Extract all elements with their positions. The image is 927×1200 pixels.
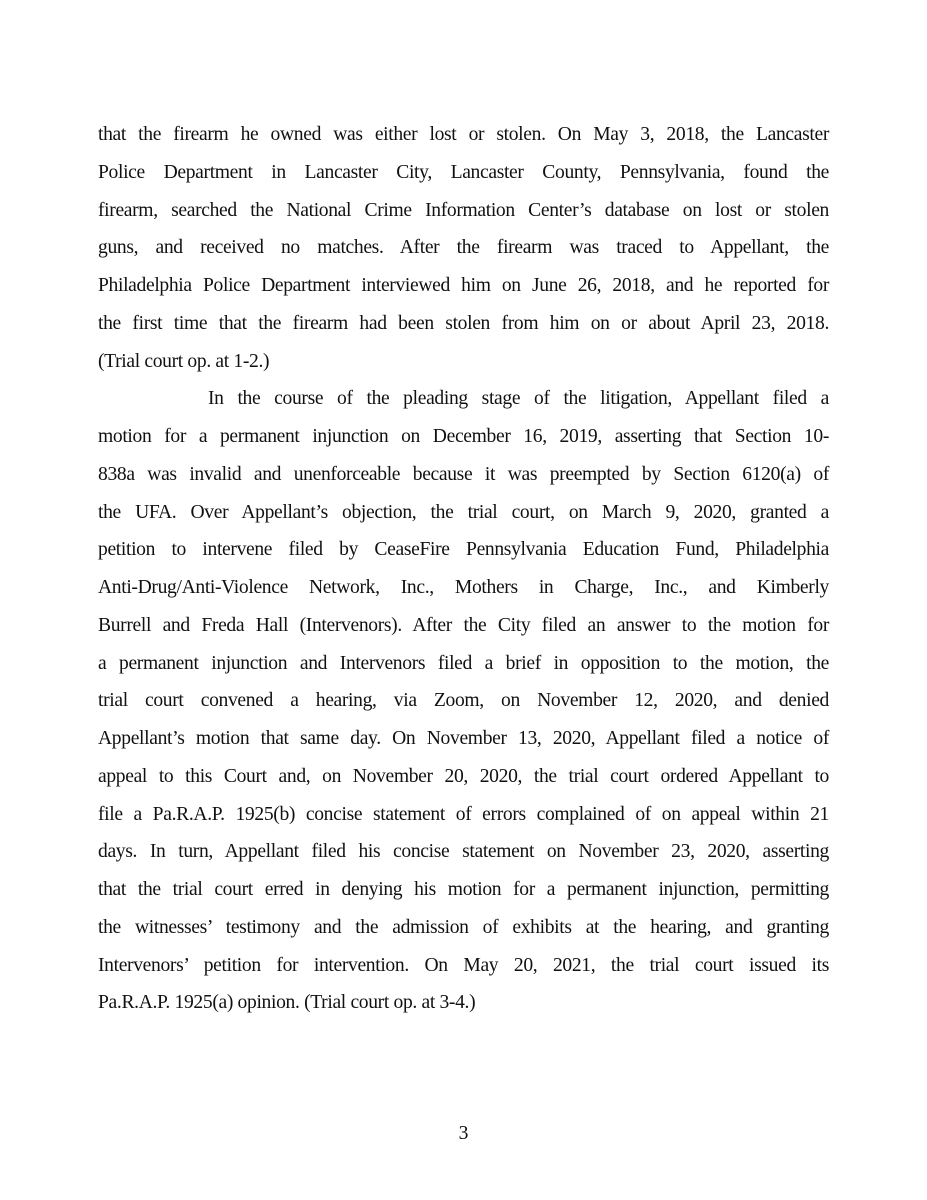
page-number: 3 [458,1123,469,1144]
text-line: that the trial court erred in denying his motion for a permanent injunction, permitting [98,879,829,900]
text-line: firearm, searched the National Crime Information Center’s database on lost or stolen [98,199,829,221]
text-line: Intervenors’ petition for intervention. On May 20, 2021, the trial court issued its [98,954,829,976]
paragraph-1 [98,116,829,380]
text-line: Burrell and Freda Hall (Intervenors). After the City filed an answer to the motion for [98,614,829,636]
paragraph-2 [98,380,829,1022]
text-line: the witnesses’ testimony and the admission of exhibits at the hearing, and granting [98,916,829,938]
text-line: Philadelphia Police Department interviewed him on June 26, 2018, and he reported for [98,275,829,296]
text-line: days. In turn, Appellant filed his concise statement on November 23, 2020, asserting [98,841,829,863]
text-line: In the course of the pleading stage of the litigation, Appellant filed a [208,388,829,410]
text-line: that the firearm he owned was either lost or stolen. On May 3, 2018, the Lancaster [98,124,829,145]
text-line: trial court convened a hearing, via Zoom, on November 12, 2020, and denied [98,690,829,712]
text-line: guns, and received no matches. After the firearm was traced to Appellant, the [98,237,829,259]
text-line: motion for a permanent injunction on December 16, 2019, asserting that Section 10- [98,426,829,447]
text-line: Pa.R.A.P. 1925(a) opinion. (Trial court op. at 3-4.) [98,992,476,1014]
text-line: the first time that the firearm had been stolen from him on or about April 23, 2018. [98,312,829,334]
text-line: 838a was invalid and unenforceable because it was preempted by Section 6120(a) of [98,463,829,485]
text-line: file a Pa.R.A.P. 1925(b) concise statement of errors complained of on appeal within 21 [98,803,829,825]
text-line: petition to intervene filed by CeaseFire Pennsylvania Education Fund, Philadelphia [98,539,829,561]
text-line: the UFA. Over Appellant’s objection, the trial court, on March 9, 2020, granted a [98,501,829,523]
text-line: (Trial court op. at 1-2.) [98,350,270,372]
text-line: a permanent injunction and Intervenors filed a brief in opposition to the motion, the [98,652,829,674]
body-text [98,116,829,1022]
text-line: Appellant’s motion that same day. On November 13, 2020, Appellant filed a notice of [98,728,829,749]
text-line: Anti-Drug/Anti-Violence Network, Inc., Mothers in Charge, Inc., and Kimberly [98,577,829,598]
text-line: appeal to this Court and, on November 20, 2020, the trial court ordered Appellant to [98,765,829,787]
text-line: Police Department in Lancaster City, Lancaster County, Pennsylvania, found the [98,161,829,183]
